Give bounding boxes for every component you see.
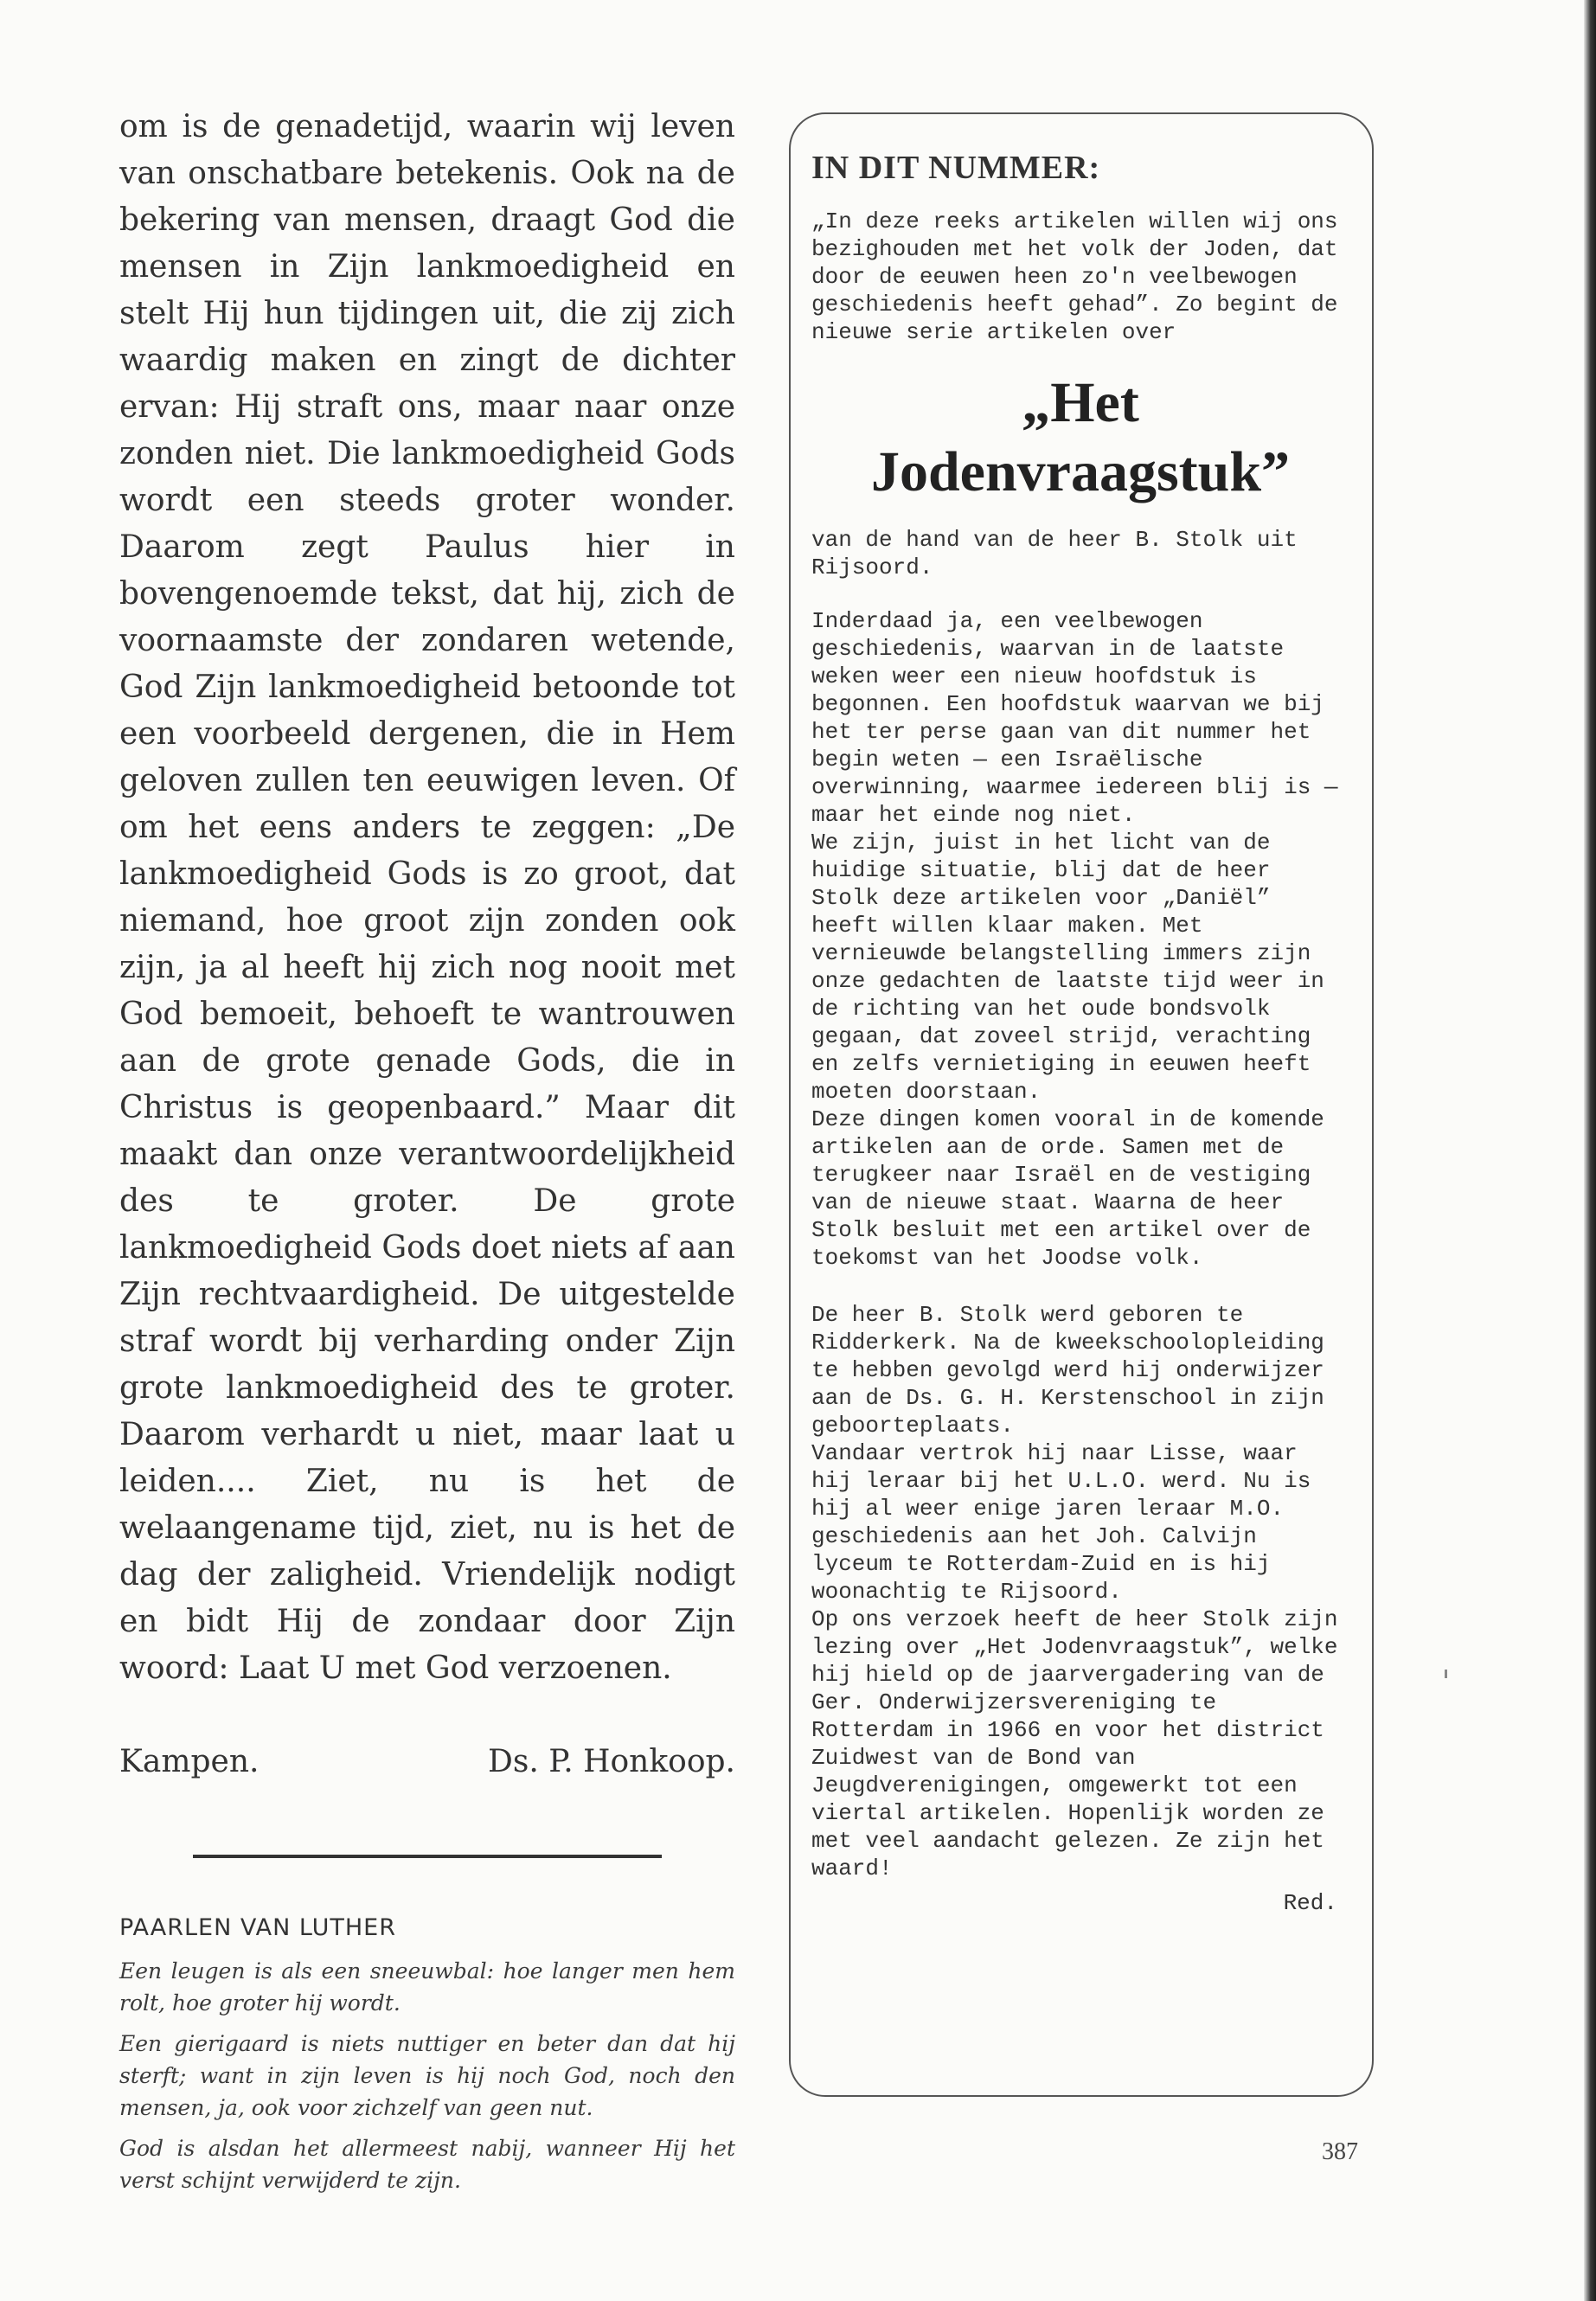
bio-paragraph: Vandaar vertrok hij naar Lisse, waar hij leraar bij het U.L.O. werd. Nu is hij al weer enige jaren leraar M.O. geschiedenis aan het Joh. Calvijn lyceum te Rotterdam-Zuid en is hij woonachtig te Rijsoord. [811, 1440, 1311, 1605]
place: Kampen. [119, 1744, 260, 1779]
quote-2: Een gierigaard is niets nuttiger en beter dan dat hij sterft; want in zijn leven is hij noch God, noch den mensen, ja, ook voor zichzelf van geen nut. [119, 2031, 735, 2120]
quote-3: God is alsdan het allermeest nabij, wanneer Hij het verst schijnt verwijderd te zijn. [119, 2136, 735, 2193]
sidebar-byline: van de hand van de heer B. Stolk uit Rijsoord. [811, 527, 1298, 580]
divider-rule [193, 1855, 662, 1858]
sermon-text: om is de genadetijd, waarin wij leven van onschatbare betekenis. Ook na de bekering van mensen, draagt God die mensen in Zijn lankmoedigheid en stelt Hij hun tijdingen uit, die zij zich waardig maken en zingt de dichter ervan: Hij straft ons, maar naar onze zonden niet. Die lankmoedigheid Gods wordt een steeds groter wonder. Daarom zegt Paulus hier in bovengenoemde tekst, dat hij, zich de voornaamste der zondaren wetende, God Zijn lankmoedigheid betoonde tot een voorbeeld dergenen, die in Hem geloven zullen ten eeuwigen leven. Of om het eens anders te zeggen: „De lankmoedigheid Gods is zo groot, dat niemand, hoe groot zijn zonden ook zijn, ja al heeft hij zich nog nooit met God bemoeit, behoeft te wantrouwen aan de grote genade Gods, die in Christus is geopenbaard.” Maar dit maakt dan onze verantwoordelijkheid des te groter. De grote lankmoedigheid Gods doet niets af aan Zijn rechtvaardigheid. De uitgestelde straf wordt bij verharding onder Zijn grote lankmoedigheid des te groter. Daarom verhardt u niet, maar laat u leiden.... Ziet, nu is het de welaangename tijd, ziet, nu is het de dag der zaligheid. Vriendelijk nodigt en bidt Hij de zondaar door Zijn woord: Laat U met God verzoenen. [119, 109, 735, 1686]
sidebar-heading: IN DIT NUMMER: [811, 150, 1101, 186]
sidebar-paragraph: We zijn, juist in het licht van de huidige situatie, blij dat de heer Stolk deze artikelen voor „Daniël” heeft willen klaar maken. Met vernieuwde belangstelling immers zijn onze gedachten de laatste tijd weer in de richting van het oude bondsvolk gegaan, dat zoveel strijd, verachting en zelfs vernietiging in eeuwen heeft moeten doorstaan. [811, 830, 1324, 1105]
bio-paragraph: De heer B. Stolk werd geboren te Ridderkerk. Na de kweekschoolopleiding te hebben gevolgd werd hij onderwijzer aan de Ds. G. H. Kerstenschool in zijn geboorteplaats. [811, 1302, 1324, 1439]
page-number: 387 [1322, 2138, 1358, 2165]
sidebar-paragraph: Deze dingen komen vooral in de komende artikelen aan de orde. Samen met de terugkeer naar Israël en de vestiging van de nieuwe staat. Waarna de heer Stolk besluit met een artikel over de toekomst van het Joodse volk. [811, 1106, 1324, 1271]
left-column [119, 104, 735, 2205]
author: Ds. P. Honkoop. [488, 1744, 735, 1779]
sidebar-paragraph: Inderdaad ja, een veelbewogen geschiedenis, waarvan in de laatste weken weer een nieuw hoofdstuk is begonnen. Een hoofdstuk waarvan we bij het ter perse gaan van dit nummer het begin weten — een Israëlische overwinning, waarmee iedereen blij is — maar het einde nog niet. [811, 608, 1338, 828]
bio-paragraph: Op ons verzoek heeft de heer Stolk zijn lezing over „Het Jodenvraagstuk”, welke hij hield op de jaarvergadering van de Ger. Onderwijzersvereniging te Rotterdam in 1966 en voor het district Zuidwest van de Bond van Jeugdverenigingen, omgewerkt tot een viertal artikelen. Hopenlijk worden ze met veel aandacht gelezen. Ze zijn het waard! [811, 1606, 1338, 1881]
quote-1: Een leugen is als een sneeuwbal: hoe langer men hem rolt, hoe groter hij wordt. [119, 1958, 735, 2016]
pearls-title: PAARLEN VAN LUTHER [119, 1914, 396, 1941]
sidebar-intro: „In deze reeks artikelen willen wij ons bezighouden met het volk der Joden, dat door de eeuwen heen zo'n veelbewogen geschiedenis heeft gehad”. Zo begint de nieuwe serie artikelen over [811, 208, 1338, 345]
page-edge-shadow [1584, 0, 1596, 2301]
scan-mark [1445, 1670, 1447, 1678]
sidebar [811, 150, 1349, 1917]
series-title: „Het Jodenvraagstuk” [870, 371, 1291, 503]
signature-row [119, 1739, 735, 1785]
editor-signoff: Red. [1283, 1890, 1337, 1916]
